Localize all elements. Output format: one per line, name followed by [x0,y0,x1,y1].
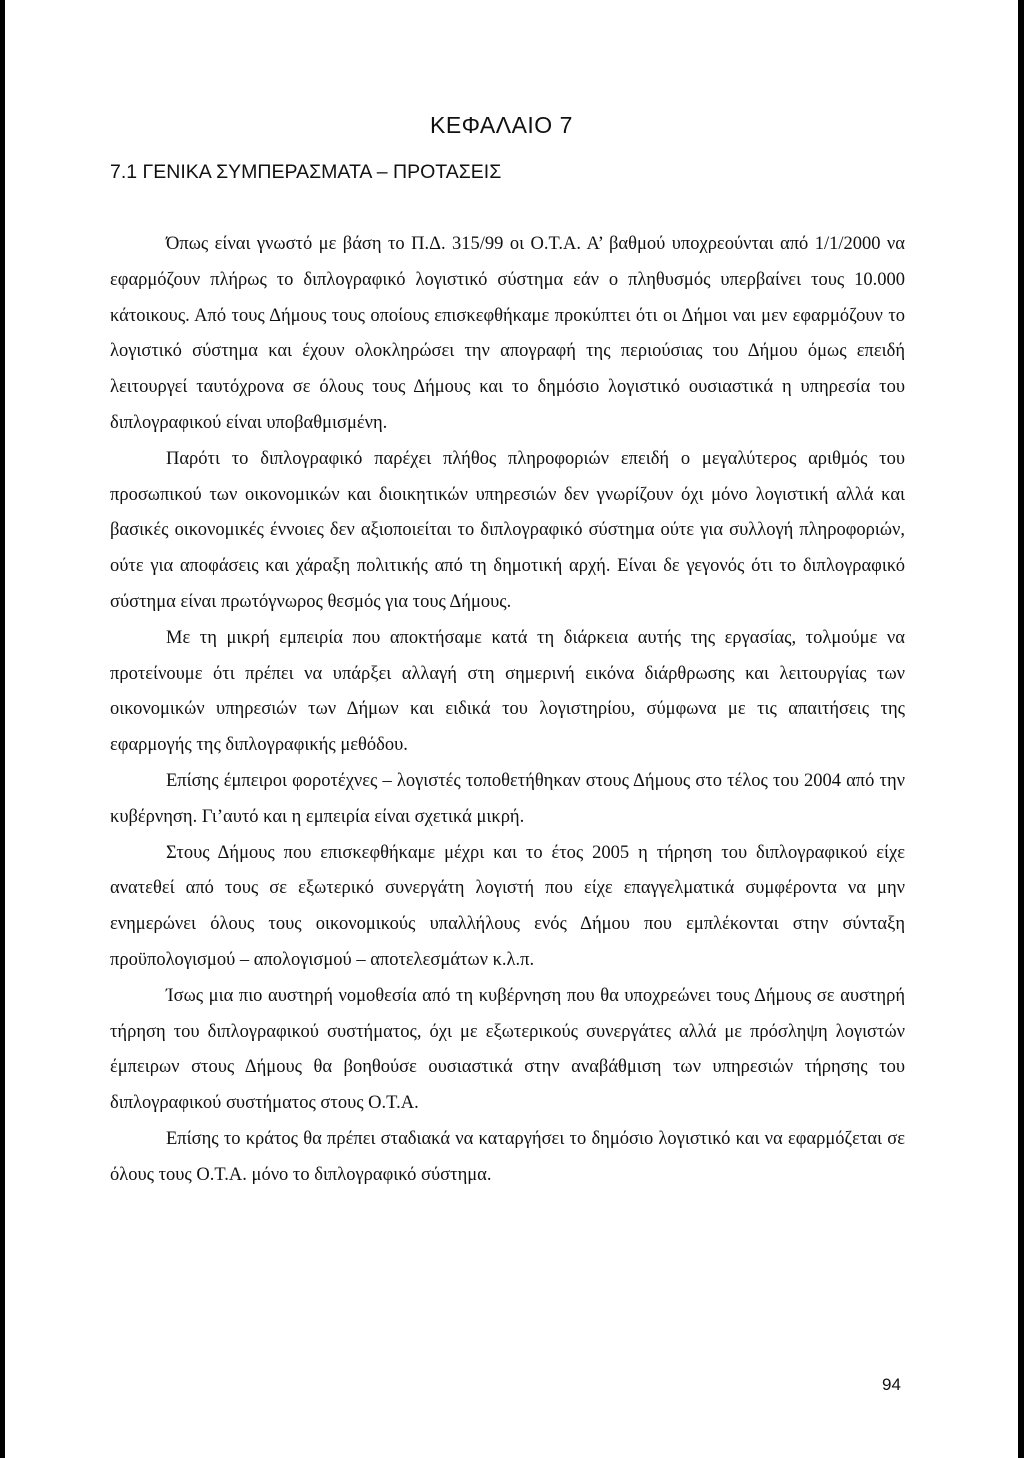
paragraph-6: Ίσως μια πιο αυστηρή νομοθεσία από τη κυβέρνηση που θα υποχρεώνει τους Δήμους σε αυστηρή τήρηση του διπλογραφικού συστήματος, όχι με εξωτερικούς συνεργάτες αλλά με πρόσληψη λογιστών έμπειρων στους Δήμους θα βοηθούσε ουσιαστικά στην αναβάθμιση των υπηρεσιών τήρησης του διπλογραφικού συστήματος στους Ο.Τ.Α. [110,985,905,1114]
page-number: 94 [882,1375,901,1394]
paragraph-7: Επίσης το κράτος θα πρέπει σταδιακά να καταργήσει το δημόσιο λογιστικό και να εφαρμόζεται σε όλους τους Ο.Τ.Α. μόνο το διπλογραφικό σύστημα. [110,1128,905,1185]
chapter-title: ΚΕΦΑΛΑΙΟ 7 [430,112,573,138]
paragraph-3: Με τη μικρή εμπειρία που αποκτήσαμε κατά τη διάρκεια αυτής της εργασίας, τολμούμε να προτείνουμε ότι πρέπει να υπάρξει αλλαγή στη σημερινή εικόνα διάρθρωσης και λειτουργίας των οικονομικών υπηρεσιών των Δήμων και ειδικά του λογιστηρίου, σύμφωνα με τις απαιτήσεις της εφαρμογής της διπλογραφικής μεθόδου. [110,627,905,756]
paragraph-1: Όπως είναι γνωστό με βάση το Π.Δ. 315/99 οι Ο.Τ.Α. Α’ βαθμού υποχρεούνται από 1/1/2000 να εφαρμόζουν πλήρως το διπλογραφικό λογιστικό σύστημα εάν ο πληθυσμός υπερβαίνει τους 10.000 κάτοικους. Από τους Δήμους τους οποίους επισκεφθήκαμε προκύπτει ότι οι Δήμοι ναι μεν εφαρμόζουν το λογιστικό σύστημα και έχουν ολοκληρώσει την απογραφή της περιούσιας του Δήμου όμως επειδή λειτουργεί ταυτόχρονα σε όλους τους Δήμους και το δημόσιο λογιστικό ουσιαστικά η υπηρεσία του διπλογραφικού είναι υποβαθμισμένη. [110,234,905,433]
body-text [110,227,905,1194]
paragraph-5: Στους Δήμους που επισκεφθήκαμε μέχρι και το έτος 2005 η τήρηση του διπλογραφικού είχε ανατεθεί από τους σε εξωτερικό συνεργάτη λογιστή που είχε επαγγελματικά συμφέροντα να μην ενημερώνει όλους τους οικονομικούς υπαλλήλους ενός Δήμου που εμπλέκονται στην σύνταξη προϋπολογισμού – απολογισμού – αποτελεσμάτων κ.λ.π. [110,842,905,970]
paragraph-4: Επίσης έμπειροι φοροτέχνες – λογιστές τοποθετήθηκαν στους Δήμους στο τέλος του 2004 από την κυβέρνηση. Γι’αυτό και η εμπειρία είναι σχετικά μικρή. [110,770,905,827]
document-page [5,0,1018,1458]
paragraph-2: Παρότι το διπλογραφικό παρέχει πλήθος πληροφοριών επειδή ο μεγαλύτερος αριθμός του προσωπικού των οικονομικών και διοικητικών υπηρεσιών δεν γνωρίζουν όχι μόνο λογιστική αλλά και βασικές οικονομικές έννοιες δεν αξιοποιείται το διπλογραφικό σύστημα ούτε για συλλογή πληροφοριών, ούτε για αποφάσεις και χάραξη πολιτικής από τη δημοτική αρχή. Είναι δε γεγονός ότι το διπλογραφικό σύστημα είναι πρωτόγνωρος θεσμός για τους Δήμους. [110,448,905,612]
section-title: 7.1 ΓΕΝΙΚΑ ΣΥΜΠΕΡΑΣΜΑΤΑ – ΠΡΟΤΑΣΕΙΣ [110,161,502,183]
